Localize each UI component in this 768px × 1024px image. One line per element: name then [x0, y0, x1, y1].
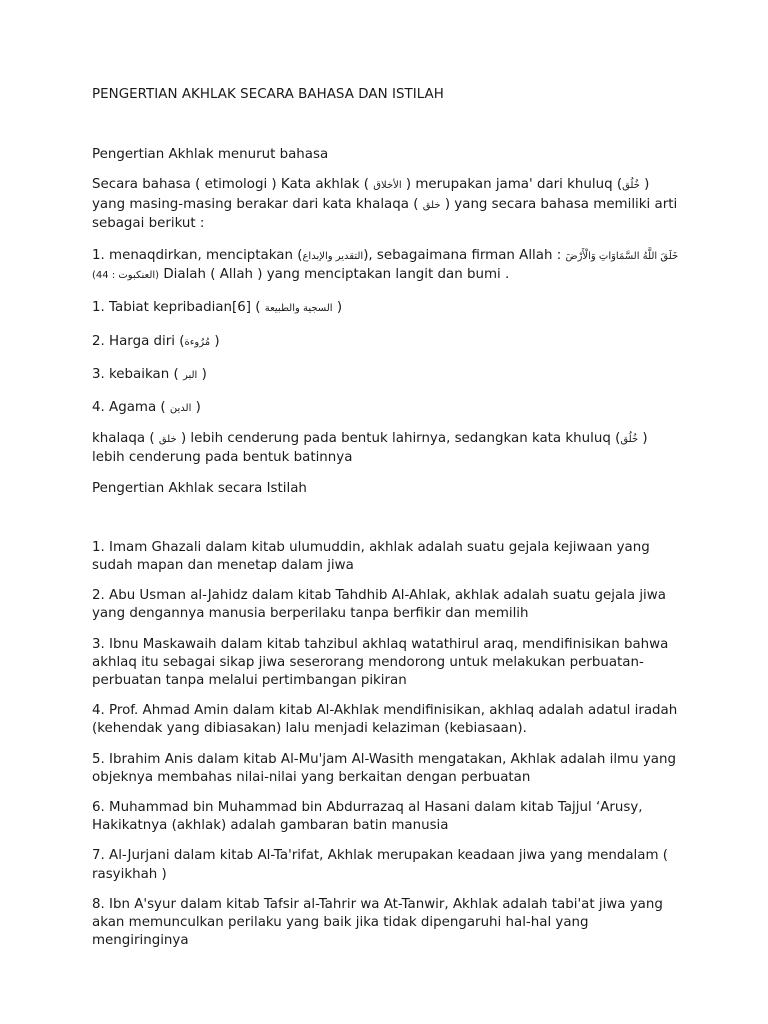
list-item-kebaikan: [92, 366, 682, 385]
text: ): [214, 333, 220, 349]
definition-item: 6. Muhammad bin Muhammad bin Abdurrazaq al Hasani dalam kitab Tajjul ‘Arusy, Hakikatnya (akhlak) adalah gambaran batin manusia: [92, 800, 643, 834]
list-item-tabiat: [92, 299, 682, 318]
arabic-text: خلق: [422, 199, 441, 211]
arabic-text: السجية والطبيعة: [264, 303, 333, 315]
paragraph-khalaqa-khuluq: [92, 430, 682, 467]
text: ) yang masing-masing berakar dari kata khalaqa (: [92, 177, 650, 212]
arabic-text: خُلُق: [620, 434, 639, 446]
text: 1. menaqdirkan, menciptakan (: [92, 248, 303, 264]
arabic-text: الأخلاق: [373, 180, 402, 192]
arabic-text: الدين: [169, 403, 192, 415]
text: ): [195, 400, 201, 416]
definition-item: 8. Ibn A'syur dalam kitab Tafsir al-Tahrir wa At-Tanwir, Akhlak adalah tabi'at jiwa yang akan memunculkan perilaku yang baik jika tidak dipengaruhi hal-hal yang mengiringinya: [92, 896, 663, 949]
text: ) lebih cenderung pada bentuk batinnya: [92, 431, 648, 466]
definition-item: 2. Abu Usman al-Jahidz dalam kitab Tahdhib Al-Ahlak, akhlak adalah suatu gejala jiwa yang dengannya manusia berperilaku tanpa berfikir dan memilih: [92, 588, 666, 622]
arabic-text: خُلُق: [622, 180, 640, 192]
document-body: [92, 86, 682, 951]
arabic-text: مُرُوءة: [184, 336, 211, 348]
arabic-verse: خَلَقَ اللَّهُ السَّمَاوَاتِ وَالْأَرْضَ (العنكبوت : 44): [92, 251, 679, 282]
text: ): [201, 366, 207, 382]
list-item-harga-diri: [92, 333, 682, 352]
document-title: PENGERTIAN AKHLAK SECARA BAHASA DAN ISTILAH: [92, 87, 444, 102]
text: ) merupakan jama' dari khuluq (: [405, 177, 623, 193]
text: 3. kebaikan (: [92, 366, 179, 382]
text: ): [336, 300, 343, 316]
text: ), sebagaimana firman Allah :: [363, 248, 562, 264]
arabic-text: خلق: [158, 434, 177, 446]
text: 2. Harga diri (: [92, 333, 185, 349]
arabic-text: البر: [182, 369, 198, 381]
arabic-text: التقدير والإبداع: [302, 251, 364, 263]
text: 4. Agama (: [92, 400, 166, 416]
definition-item: 3. Ibnu Maskawaih dalam kitab tahzibul akhlaq watathirul araq, mendifinisikan bahwa akhlaq itu sebagai sikap jiwa seserorang mendorong untuk melakukan perbuatan-perbuatan tanpa melalui pertimbangan pikiran: [92, 636, 669, 689]
section-heading-bahasa: Pengertian Akhlak menurut bahasa: [92, 147, 329, 163]
text: khalaqa (: [92, 431, 155, 447]
text: 1. Tabiat kepribadian[6] (: [92, 300, 261, 316]
text: Secara bahasa ( etimologi ) Kata akhlak (: [92, 177, 369, 193]
definition-item: 1. Imam Ghazali dalam kitab ulumuddin, akhlak adalah suatu gejala kejiwaan yang sudah mapan dan menetap dalam jiwa: [92, 539, 650, 574]
definition-item: 4. Prof. Ahmad Amin dalam kitab Al-Akhlak mendifinisikan, akhlaq adalah adatul iradah (kehendak yang dibiasakan) lalu menjadi kelaziman (kebiasaan).: [92, 703, 678, 737]
definition-item: 7. Al-Jurjani dalam kitab Al-Ta'rifat, Akhlak merupakan keadaan jiwa yang mendalam ( rasyikhah ): [92, 848, 668, 882]
list-item-menaqdirkan: [92, 247, 682, 285]
section-heading-istilah: Pengertian Akhlak secara Istilah: [92, 480, 307, 496]
list-item-agama: [92, 399, 682, 418]
definition-item: 5. Ibrahim Anis dalam kitab Al-Mu'jam Al-Wasith mengatakan, Akhlak adalah ilmu yang objeknya membahas nilai-nilai yang berkaitan dengan perbuatan: [92, 751, 676, 785]
text: Dialah ( Allah ) yang menciptakan langit dan bumi .: [163, 267, 510, 283]
text: ) lebih cenderung pada bentuk lahirnya, sedangkan kata khuluq (: [180, 431, 621, 447]
text: ) yang secara bahasa memiliki arti sebagai berikut :: [92, 196, 678, 231]
paragraph-bahasa-intro: [92, 176, 682, 233]
